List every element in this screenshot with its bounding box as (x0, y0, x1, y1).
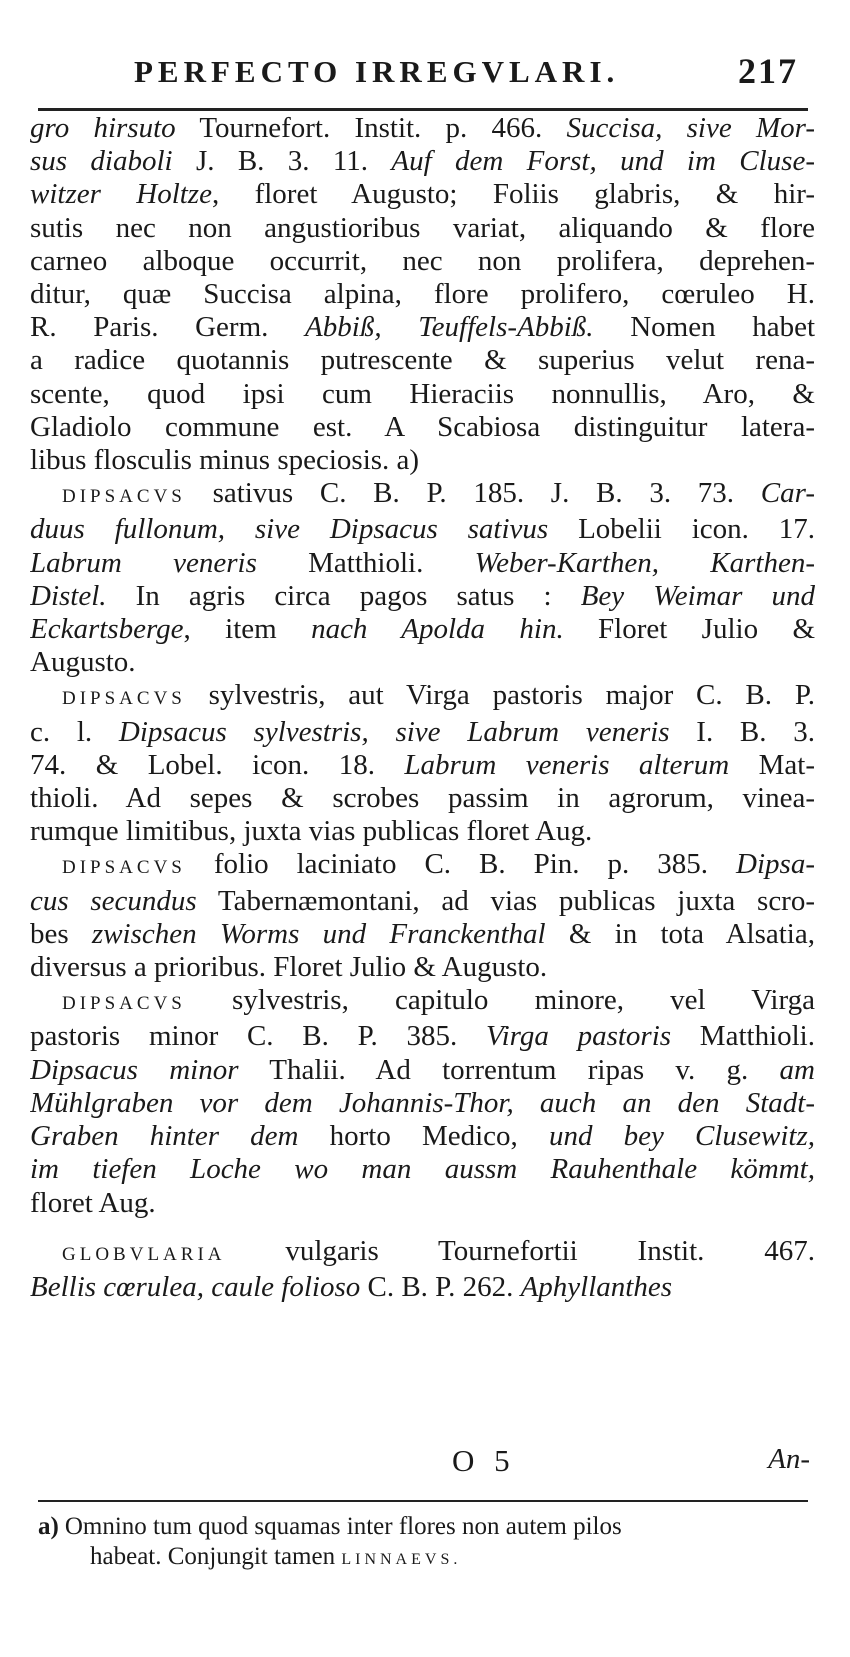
italic-text: cus secundus (30, 884, 197, 917)
paragraph-gap (30, 1220, 815, 1235)
text-run: Floret Julio & (563, 613, 815, 646)
text-line (30, 749, 815, 782)
page-number: 217 (738, 51, 798, 91)
text-line (30, 1235, 815, 1271)
header-rule (38, 108, 808, 111)
text-line (30, 1271, 815, 1304)
italic-text: Weber-Karthen, Karthen- (474, 546, 815, 579)
text-run: Nomen habet (593, 311, 815, 344)
italic-text: Labrum veneris alterum (404, 748, 730, 781)
text-run: Thalii. Ad torrentum ripas v. g. (238, 1053, 780, 1086)
genus-name: DIPSACVS (62, 486, 186, 508)
text-line (30, 311, 815, 344)
text-run: 74. & Lobel. icon. 18. (30, 748, 405, 781)
text-run: Gladiolo commune est. A Scabiosa distinguitur latera- (30, 410, 815, 443)
text-line (30, 848, 815, 884)
text-line (30, 984, 815, 1020)
text-run: Mat- (729, 748, 815, 781)
italic-text: Abbiß, Teuffels-Abbiß. (305, 311, 594, 344)
italic-text: nach Apolda hin. (311, 613, 564, 646)
footnote-line (38, 1512, 813, 1542)
text-line (30, 885, 815, 918)
body-text (30, 112, 815, 1304)
italic-text: Dipsa- (736, 848, 815, 881)
text-line (30, 278, 815, 311)
text-line (30, 245, 815, 278)
text-line (30, 1020, 815, 1053)
text-line (30, 1153, 815, 1186)
text-run: & in tota Alsatia, (545, 917, 815, 950)
text-run: sylvestris, capitulo minore, vel Virga (185, 984, 815, 1017)
text-line (30, 580, 815, 613)
text-run: Lobelii icon. 17. (548, 513, 815, 546)
text-line (30, 782, 815, 815)
text-run: Matthioli. (256, 546, 475, 579)
text-line (30, 613, 815, 646)
footnote-text: habeat. Conjungit tamen (90, 1543, 342, 1570)
italic-text: Distel. (30, 579, 107, 612)
text-line (30, 344, 815, 377)
catchword: An- (768, 1443, 810, 1475)
text-line (30, 679, 815, 715)
text-run: R. Paris. Germ. (30, 311, 306, 344)
italic-text: am (779, 1053, 815, 1086)
italic-text: witzer Holtze (30, 178, 212, 211)
footnote-rule (38, 1500, 808, 1502)
text-line (30, 112, 815, 145)
text-line (30, 178, 815, 211)
text-run: Tournefort. Instit. p. 466. (175, 112, 567, 144)
text-line (30, 547, 815, 580)
text-line (30, 444, 815, 477)
text-run: In agris circa pagos satus : (106, 579, 581, 612)
text-line (30, 513, 815, 546)
text-run: thioli. Ad sepes & scrobes passim in agrorum, vinea- (30, 782, 815, 815)
text-line (30, 815, 815, 848)
text-run: c. l. (30, 715, 119, 748)
italic-text: Auf dem Forst, und im Cluse- (391, 145, 815, 178)
italic-text: Car- (760, 477, 815, 510)
italic-text: Bellis cœrulea, caule folioso (30, 1270, 361, 1303)
italic-text: Graben hinter dem (30, 1120, 299, 1153)
text-run: rumque limitibus, juxta vias publicas floret Aug. (30, 815, 593, 848)
italic-text: Succisa, sive Mor- (566, 112, 815, 144)
text-run: carneo alboque occurrit, nec non prolifera, deprehen- (30, 244, 815, 277)
text-run: Augusto. (30, 646, 136, 679)
footnote-author: LINNAEVS. (341, 1551, 462, 1568)
footnote-text: Omnino tum quod squamas inter flores non autem pilos (64, 1513, 622, 1540)
italic-text: im tiefen Loche wo man aussm Rauhenthale kömmt, (30, 1153, 815, 1186)
italic-text: Aphyllanthes (520, 1270, 673, 1303)
text-line (30, 145, 815, 178)
italic-text: Mühlgraben vor dem Johannis-Thor, auch an den Stadt- (30, 1086, 815, 1119)
text-run: vulgaris Tournefortii Instit. 467. (225, 1234, 815, 1267)
text-line (30, 212, 815, 245)
text-line (30, 378, 815, 411)
running-head: PERFECTO IRREGVLARI. (134, 54, 620, 89)
italic-text: Bey Weimar und (580, 579, 815, 612)
signature-mark: O 5 (452, 1443, 516, 1478)
text-run: a radice quotannis putrescente & superius velut rena- (30, 344, 815, 377)
text-run: I. B. 3. (669, 715, 815, 748)
italic-text: Dipsacus sylvestris, sive Labrum veneris (118, 715, 670, 748)
text-run: pastoris minor C. B. P. 385. (30, 1020, 487, 1053)
genus-name: DIPSACVS (62, 688, 186, 710)
page-header (38, 48, 798, 98)
text-line (30, 951, 815, 984)
italic-text: zwischen Worms und Franckenthal (91, 917, 546, 950)
text-line (30, 1187, 815, 1220)
footnote-mark: a) (38, 1513, 59, 1540)
text-run: folio laciniato C. B. Pin. p. 385. (185, 848, 737, 881)
text-run: libus flosculis minus speciosis. a) (30, 444, 420, 477)
text-run: , item (183, 613, 312, 646)
italic-text: Eckartsberge (30, 613, 184, 646)
text-line (30, 477, 815, 513)
text-run: , floret Augusto; Foliis glabris, & hir- (211, 178, 815, 211)
text-run: J. B. 3. 11. (172, 145, 392, 178)
text-line (30, 1054, 815, 1087)
text-run: floret Aug. (30, 1186, 156, 1219)
genus-name: DIPSACVS (62, 993, 186, 1015)
text-line (30, 646, 815, 679)
text-run: Tabernæmontani, ad vias publicas juxta scro- (196, 884, 815, 917)
text-run: bes (30, 917, 92, 950)
footnote (38, 1512, 813, 1575)
italic-text: Labrum veneris (30, 546, 257, 579)
text-line (30, 1120, 815, 1153)
italic-text: Dipsacus minor (30, 1053, 239, 1086)
italic-text: duus fullonum, sive Dipsacus sativus (30, 513, 549, 546)
text-line (30, 1087, 815, 1120)
text-line (30, 716, 815, 749)
text-run: C. B. P. 262. (360, 1270, 521, 1303)
text-line (30, 411, 815, 444)
text-run: sativus C. B. P. 185. J. B. 3. 73. (185, 477, 761, 510)
text-run: ditur, quæ Succisa alpina, flore prolifero, cœruleo H. (30, 278, 815, 311)
text-run: sutis nec non angustioribus variat, aliquando & flore (30, 211, 815, 244)
italic-text: Virga pastoris (486, 1020, 672, 1053)
text-run: scente, quod ipsi cum Hieraciis nonnullis, Aro, & (30, 377, 815, 410)
italic-text: sus diaboli (30, 145, 173, 178)
text-run: diversus a prioribus. Floret Julio & Augusto. (30, 951, 548, 984)
italic-text: und bey Clusewitz, (548, 1120, 815, 1153)
genus-name: GLOBVLARIA (62, 1243, 226, 1265)
italic-text: gro hirsuto (30, 112, 176, 144)
text-line (30, 918, 815, 951)
text-run: horto Medico, (298, 1120, 549, 1153)
genus-name: DIPSACVS (62, 857, 186, 879)
footnote-line (38, 1542, 813, 1575)
text-run: sylvestris, aut Virga pastoris major C. B. P. (185, 679, 815, 712)
text-run: Matthioli. (671, 1020, 815, 1053)
